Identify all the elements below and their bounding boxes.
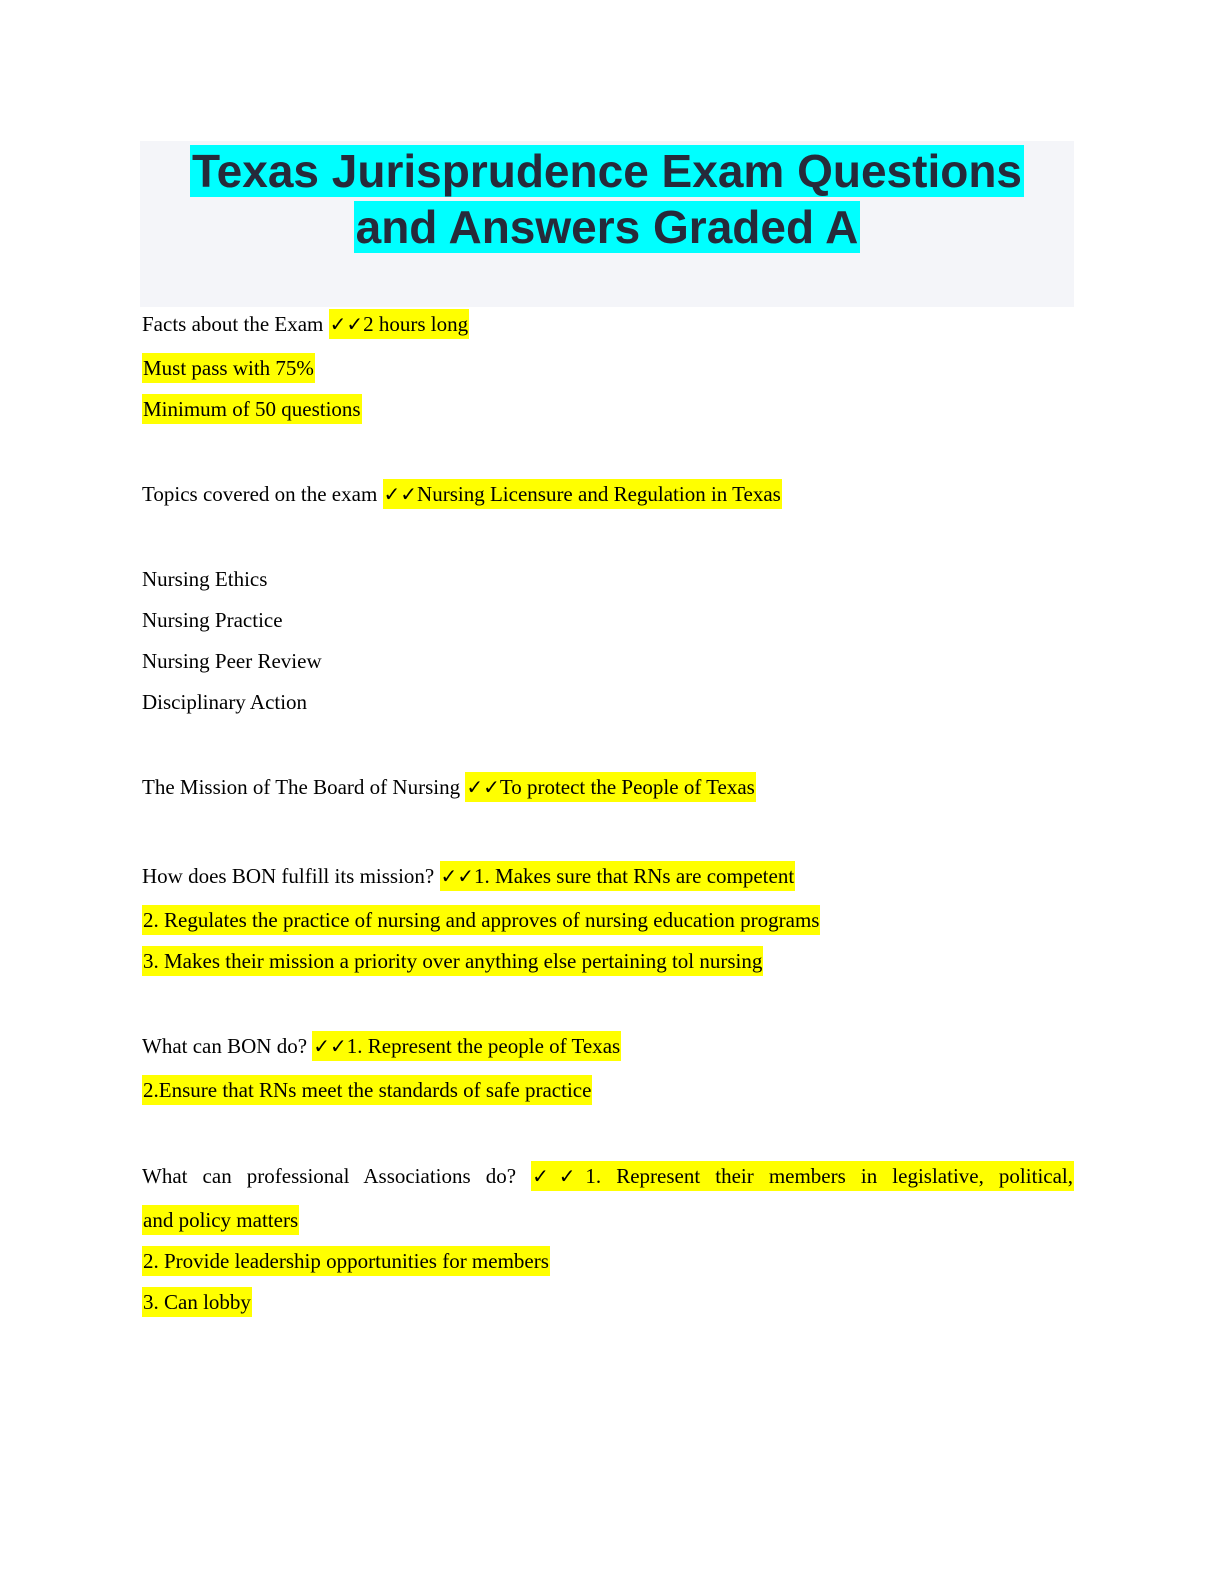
double-check-icon: ✓✓ <box>383 482 418 506</box>
answer-line <box>142 1247 550 1275</box>
answer-text: and policy matters <box>142 1205 299 1235</box>
double-check-icon: ✓✓ <box>440 864 475 888</box>
title-banner <box>140 141 1074 307</box>
question-mission <box>142 773 756 801</box>
question-bon-do <box>142 1032 621 1060</box>
double-check-icon: ✓✓ <box>466 775 500 799</box>
answer-text: 2. Provide leadership opportunities for members <box>142 1246 550 1276</box>
answer-highlight <box>440 861 796 891</box>
topic-line: Nursing Peer Review <box>142 649 322 673</box>
answer-line <box>142 1076 592 1104</box>
answer-text: 3. Can lobby <box>142 1287 252 1317</box>
answer-highlight <box>383 479 782 509</box>
answer-line <box>142 395 362 423</box>
answer-highlight <box>312 1031 621 1061</box>
question-text: The Mission of The Board of Nursing <box>142 775 466 799</box>
answer-text: 3. Makes their mission a priority over anything else pertaining tol nursing <box>142 946 763 976</box>
question-associations <box>142 1162 1074 1190</box>
answer-line <box>142 1206 299 1234</box>
answer-line <box>142 947 763 975</box>
answer-highlight <box>465 772 756 802</box>
double-check-icon: ✓✓ <box>329 312 364 336</box>
double-check-icon: ✓✓ <box>313 1034 347 1058</box>
question-text: Facts about the Exam <box>142 312 329 336</box>
answer-text: To protect the People of Texas <box>499 775 755 799</box>
answer-text: 2. Regulates the practice of nursing and approves of nursing education programs <box>142 905 820 935</box>
topic-line: Disciplinary Action <box>142 690 308 714</box>
question-text: Topics covered on the exam <box>142 482 383 506</box>
answer-text: Must pass with 75% <box>142 353 315 383</box>
answer-line <box>142 906 820 934</box>
title-line-1: Texas Jurisprudence Exam Questions <box>191 145 1023 197</box>
answer-text: 1. Represent the people of Texas <box>346 1034 621 1058</box>
question-fulfill-mission <box>142 862 795 890</box>
double-check-icon: ✓✓ <box>532 1164 586 1188</box>
topic-line: Nursing Practice <box>142 608 283 632</box>
answer-line <box>142 1288 252 1316</box>
answer-line <box>142 354 315 382</box>
question-topics <box>142 480 782 508</box>
answer-text: 2.Ensure that RNs meet the standards of safe practice <box>142 1075 592 1105</box>
answer-text: Minimum of 50 questions <box>142 394 362 424</box>
question-text: What can professional Associations do? <box>142 1164 532 1188</box>
answer-text: 1. Represent their members in legislative, political, <box>585 1164 1073 1188</box>
document-title <box>140 141 1074 255</box>
answer-highlight <box>329 309 470 339</box>
answer-text: Nursing Licensure and Regulation in Texas <box>417 482 781 506</box>
answer-text: 1. Makes sure that RNs are competent <box>474 864 795 888</box>
title-line-2: and Answers Graded A <box>355 201 859 253</box>
question-facts <box>142 310 469 338</box>
answer-text: 2 hours long <box>363 312 469 336</box>
answer-highlight <box>531 1161 1074 1191</box>
question-text: How does BON fulfill its mission? <box>142 864 440 888</box>
question-text: What can BON do? <box>142 1034 313 1058</box>
topic-line: Nursing Ethics <box>142 567 268 591</box>
